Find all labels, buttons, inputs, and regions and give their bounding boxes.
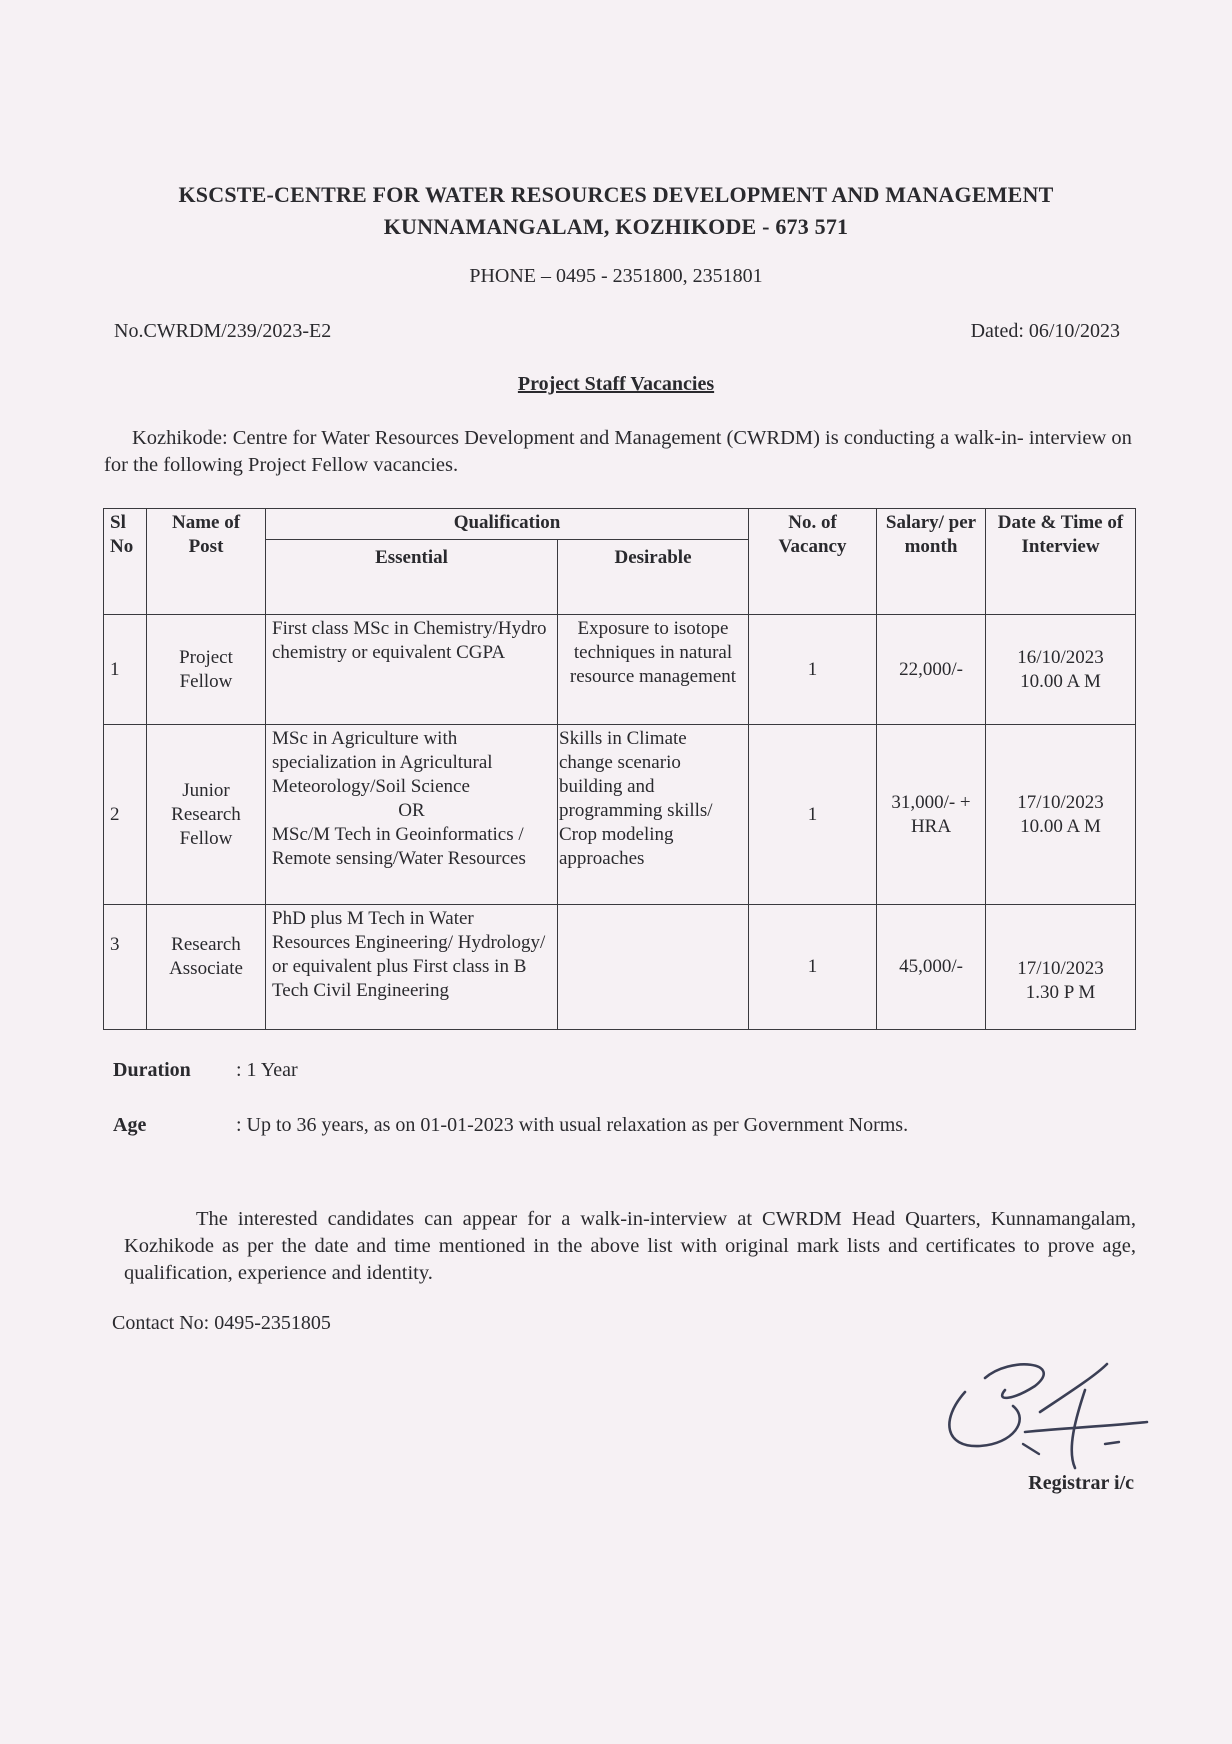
date-line: Dated: 06/10/2023 — [970, 320, 1120, 342]
row-date: 16/10/2023 — [1017, 646, 1104, 668]
intro-paragraph: Kozhikode: Centre for Water Resources Development and Management (CWRDM) is conducting a walk-in- interview on for the following Project Fellow vacancies. — [104, 427, 1132, 476]
table-header-row — [104, 509, 1136, 540]
header-sl: Sl No — [104, 509, 147, 615]
header-date: Date & Time of Interview — [986, 509, 1136, 615]
row-vacancy: 1 — [749, 725, 877, 905]
row-time: 1.30 P M — [1025, 982, 1096, 1003]
age-label: Age — [113, 1114, 147, 1136]
signature-mark — [935, 1340, 1155, 1480]
row-sl: 2 — [104, 725, 147, 905]
row-desirable: Exposure to isotope techniques in natural resource management — [558, 615, 749, 725]
contact-number: Contact No: 0495-2351805 — [112, 1312, 331, 1334]
header-vacancy: No. of Vacancy — [749, 509, 877, 615]
org-phone: PHONE – 0495 - 2351800, 2351801 — [469, 265, 763, 287]
subject-heading: Project Staff Vacancies — [517, 373, 715, 395]
row-post: Junior Research Fellow — [147, 725, 266, 905]
row-post: Research Associate — [147, 905, 266, 1030]
row-desirable — [558, 905, 749, 1030]
row-vacancy: 1 — [749, 905, 877, 1030]
row-post: Project Fellow — [147, 615, 266, 725]
row-time: 10.00 A M — [1020, 815, 1101, 837]
header-desirable: Desirable — [558, 540, 749, 615]
table-row — [104, 615, 1136, 725]
row-salary: 31,000/- + HRA — [877, 725, 986, 905]
row-date-time — [986, 615, 1136, 725]
header-essential: Essential — [266, 540, 558, 615]
row-essential-b: MSc/M Tech in Geoinformatics / Remote sensing/Water Resources — [272, 824, 526, 869]
header-post: Name of Post — [147, 509, 266, 615]
header-qualification: Qualification — [266, 509, 749, 540]
reference-number: No.CWRDM/239/2023-E2 — [114, 320, 332, 342]
vacancy-table — [103, 508, 1136, 1030]
row-essential: First class MSc in Chemistry/Hydro chemistry or equivalent CGPA — [266, 615, 558, 725]
table-row — [104, 905, 1136, 1030]
row-essential: PhD plus M Tech in Water Resources Engineering/ Hydrology/ or equivalent plus First class in B Tech Civil Engineering — [266, 905, 558, 1030]
row-sl: 3 — [104, 905, 147, 1030]
header-salary: Salary/ per month — [877, 509, 986, 615]
row-salary: 45,000/- — [877, 905, 986, 1030]
row-time: 10.00 A M — [1020, 670, 1101, 692]
row-vacancy: 1 — [749, 615, 877, 725]
duration-value: : 1 Year — [236, 1059, 298, 1081]
age-value: : Up to 36 years, as on 01-01-2023 with usual relaxation as per Government Norms. — [236, 1114, 909, 1136]
row-date-time — [986, 905, 1136, 1030]
instructions-paragraph: The interested candidates can appear for a walk-in-interview at CWRDM Head Quarters, Kunnamangalam, Kozhikode as per the date and time mentioned in the above list with original mark lists and certificates to prove age, qualification, experience and identity. — [124, 1208, 1136, 1284]
signatory-title: Registrar i/c — [1028, 1472, 1134, 1494]
row-essential-or: OR — [398, 800, 425, 821]
duration-label: Duration — [113, 1059, 191, 1081]
row-date-time — [986, 725, 1136, 905]
org-name: KSCSTE-CENTRE FOR WATER RESOURCES DEVELOPMENT AND MANAGEMENT — [178, 182, 1054, 207]
org-address: KUNNAMANGALAM, KOZHIKODE - 673 571 — [383, 214, 849, 239]
row-essential-a: MSc in Agriculture with specialization in Agricultural Meteorology/Soil Science — [272, 728, 493, 797]
row-desirable: Skills in Climate change scenario building and programming skills/ Crop modeling approaches — [558, 725, 749, 905]
row-essential — [266, 725, 558, 905]
table-row — [104, 725, 1136, 905]
row-salary: 22,000/- — [877, 615, 986, 725]
row-date: 17/10/2023 — [1017, 791, 1104, 813]
row-date: 17/10/2023 — [1017, 958, 1104, 979]
row-sl: 1 — [104, 615, 147, 725]
